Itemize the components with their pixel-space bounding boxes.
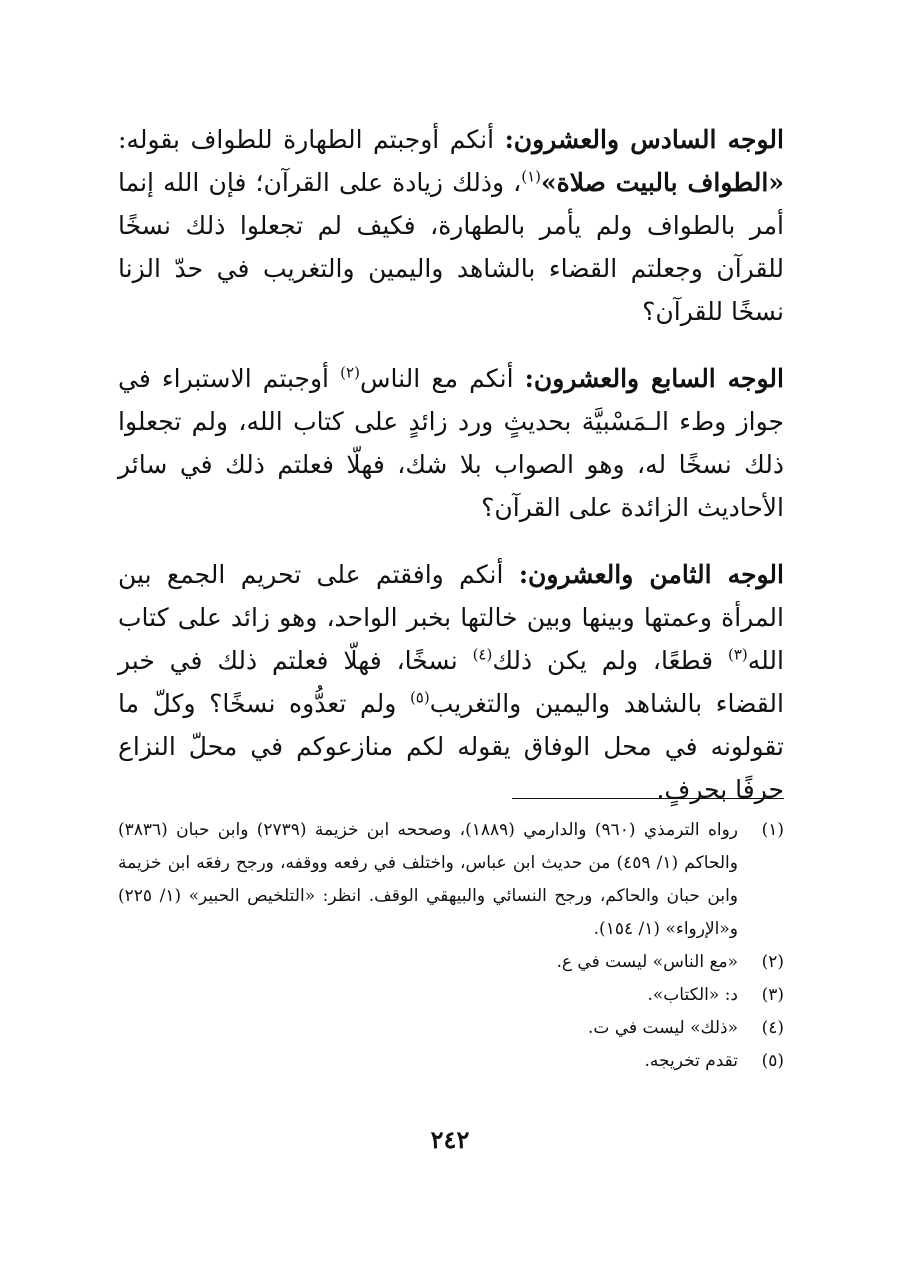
paragraph-heading: الوجه السابع والعشرون: xyxy=(524,364,784,393)
hadith-quote: «الطواف بالبيت صلاة» xyxy=(541,168,784,197)
paragraph-text: أوجبتم الاستبراء في جواز وطء الـمَسْبيَّة بحديثٍ ورد زائدٍ على كتاب الله، ولم تجعلوا ذلك نسخًا له، وهو الصواب بلا شك، فهلّا فعلتم ذلك في سائر الأحاديث الزائدة على القرآن؟ xyxy=(118,364,784,522)
footnote-1 xyxy=(118,814,784,946)
footnote-text: «مع الناس» ليست في ع. xyxy=(556,952,738,972)
paragraph-text: أنكم أوجبتم الطهارة للطواف بقوله: xyxy=(118,125,505,154)
footnote-number: (٢) xyxy=(761,952,784,972)
paragraph-text: قطعًا، ولم يكن ذلك xyxy=(492,646,728,675)
footnote-text: د: «الكتاب». xyxy=(647,985,738,1005)
footnote-text: «ذلك» ليست في ت. xyxy=(588,1018,738,1038)
footnote-2 xyxy=(118,946,784,979)
footnote-ref-2[interactable]: (٢) xyxy=(340,363,360,382)
footnotes xyxy=(118,814,784,1078)
footnote-text: رواه الترمذي (٩٦٠) والدارمي (١٨٨٩)، وصححه ابن خزيمة (٢٧٣٩) وابن حبان (٣٨٣٦) والحاكم (١/ ٤٥٩) من حديث ابن عباس، واختلف في رفعه ووقفه، ورجح رفعَه ابن خزيمة وابن حبان والحاكم، ورجح النسائي والبيهقي الوقف. انظر: «التلخيص الحبير» (١/ ٢٢٥) و«الإرواء» (١/ ١٥٤). xyxy=(118,820,738,939)
footnote-ref-3[interactable]: (٣) xyxy=(727,645,748,664)
footnote-3 xyxy=(118,979,784,1012)
footnote-5 xyxy=(118,1045,784,1078)
footnote-ref-4[interactable]: (٤) xyxy=(472,645,493,664)
main-text xyxy=(118,118,784,835)
footnote-4 xyxy=(118,1012,784,1045)
footnote-ref-1[interactable]: (١) xyxy=(521,167,542,186)
footnote-number: (٤) xyxy=(761,1018,784,1038)
paragraph-heading: الوجه السادس والعشرون: xyxy=(504,125,784,154)
page-number: ٢٤٢ xyxy=(430,1125,470,1154)
paragraph-text: أنكم وافقتم على تحريم الجمع بين المرأة وعمتها وبينها وبين خالتها بخبر الواحد، وهو زائد على كتاب الله xyxy=(118,560,784,675)
paragraph-27 xyxy=(118,357,784,529)
paragraph-heading: الوجه الثامن والعشرون: xyxy=(518,560,784,589)
footnote-ref-5[interactable]: (٥) xyxy=(409,688,430,707)
paragraph-text: ، وذلك زيادة على القرآن؛ فإن الله إنما أمر بالطواف ولم يأمر بالطهارة، فكيف لم تجعلوا ذلك نسخًا للقرآن وجعلتم القضاء بالشاهد واليمين والتغريب في حدّ الزنا نسخًا للقرآن؟ xyxy=(118,168,784,326)
paragraph-26 xyxy=(118,118,784,333)
footnote-number: (١) xyxy=(761,820,784,840)
paragraph-text: أنكم مع الناس xyxy=(359,364,525,393)
paragraph-text: ولم تعدُّوه نسخًا؟ وكلّ ما تقولونه في محل الوفاق يقوله لكم منازعوكم في محلّ النزاع حرفًا بحرفٍ. xyxy=(118,689,784,804)
paragraph-text: نسخًا، فهلّا فعلتم ذلك في خبر القضاء بالشاهد واليمين والتغريب xyxy=(118,646,784,718)
footnote-number: (٥) xyxy=(761,1051,784,1071)
footnote-separator xyxy=(512,798,784,799)
paragraph-28 xyxy=(118,553,784,811)
footnote-number: (٣) xyxy=(761,985,784,1005)
footnote-text: تقدم تخريجه. xyxy=(644,1051,738,1071)
